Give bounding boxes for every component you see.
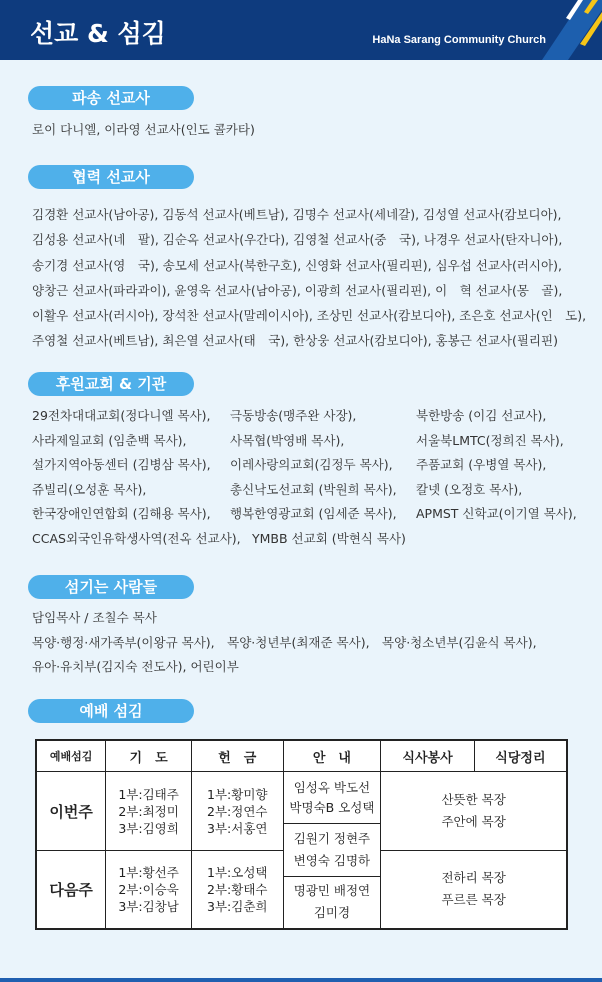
supporting-item: 설가지역아동센터 (김병삼 목사), xyxy=(32,457,211,473)
table-row xyxy=(36,772,567,824)
supporting-item: 북한방송 (이김 선교사), xyxy=(416,408,547,424)
offering-entry: 1부:오성택 xyxy=(207,864,268,880)
offering-entry: 3부:김춘희 xyxy=(207,898,268,914)
page-header xyxy=(0,0,602,60)
section-title-servants: 섬기는 사람들 xyxy=(28,575,194,599)
servants-line: 유아·유치부(김지숙 전도사), 어린이부 xyxy=(32,659,239,674)
col-header-prayer: 기 도 xyxy=(106,740,192,772)
offering-entry: 3부:서홍연 xyxy=(207,820,268,836)
guide-entry: 명광민 배정연 xyxy=(293,883,371,899)
bottom-border xyxy=(0,978,602,982)
servants-line: 담임목사 / 조칠수 목사 xyxy=(32,610,157,625)
supporting-row xyxy=(32,428,596,453)
servants-list xyxy=(32,606,592,680)
servants-line: 목양·행정·새가족부(이왕규 목사), 목양·청년부(최재준 목사), 목양·청소년부(김윤식 목사), xyxy=(32,634,537,650)
partner-line: 주영철 선교사(베트남), 최은열 선교사(태 국), 한상웅 선교사(캄보디아), 홍봉근 선교사(필리핀) xyxy=(32,333,558,349)
next-week-guide xyxy=(283,824,381,877)
supporting-item: 총신낙도선교회 (박원희 목사), xyxy=(230,481,397,497)
section-title-supporting: 후원교회 & 기관 xyxy=(28,372,194,396)
worship-schedule-table xyxy=(35,739,568,930)
offering-entry: 2부:황태수 xyxy=(207,881,268,897)
guide-entry: 김원기 정현주 xyxy=(293,831,371,846)
next-week-guide-2 xyxy=(283,877,381,929)
next-week-prayer xyxy=(106,851,192,929)
supporting-row xyxy=(32,452,596,477)
supporting-item: 주품교회 (우병열 목사), xyxy=(416,457,547,473)
col-header-guide: 안 내 xyxy=(283,740,381,772)
meal-entry: 주안에 목장 xyxy=(441,814,506,829)
prayer-entry: 2부:이승욱 xyxy=(118,881,179,897)
supporting-item: 극동방송(맹주완 사장), xyxy=(230,408,357,424)
partner-line: 송기경 선교사(영 국), 송모세 선교사(북한구호), 신영화 선교사(필리핀), 심우섭 선교사(러시아), xyxy=(32,257,562,273)
this-week-prayer xyxy=(106,772,192,851)
prayer-entry: 1부:황선주 xyxy=(118,864,179,880)
next-week-offering xyxy=(191,851,283,929)
this-week-guide xyxy=(283,772,381,824)
prayer-entry: 2부:최정미 xyxy=(118,803,179,819)
this-week-offering xyxy=(191,772,283,851)
this-week-meal xyxy=(381,772,567,851)
dispatched-missionaries: 로이 다니엘, 이라영 선교사(인도 콜카타) xyxy=(32,122,255,137)
supporting-item: 한국장애인연합회 (김해용 목사), xyxy=(32,506,211,522)
col-header-service: 예배섬김 xyxy=(36,740,106,772)
supporting-row xyxy=(32,477,596,502)
partner-line: 김성용 선교사(네 팔), 김순옥 선교사(우간다), 김영철 선교사(중 국), 나경우 선교사(탄자니아), xyxy=(32,232,563,248)
guide-entry: 변영숙 김명하 xyxy=(293,853,371,868)
supporting-row xyxy=(32,501,596,526)
col-header-meal: 식사봉사 xyxy=(381,740,475,772)
church-name: HaNa Sarang Community Church xyxy=(372,34,546,46)
meal-entry: 전하리 목장 xyxy=(441,870,506,886)
supporting-item: 사목협(박영배 목사), xyxy=(230,432,345,448)
supporting-item: YMBB 선교회 (박현식 목사) xyxy=(252,530,406,546)
guide-entry: 임성옥 박도선 xyxy=(293,779,371,795)
prayer-entry: 3부:김창남 xyxy=(118,898,179,914)
supporting-item: 29전차대대교회(정다니엘 목사), xyxy=(32,408,211,424)
meal-entry: 산뜻한 목장 xyxy=(441,792,506,807)
supporting-row xyxy=(32,526,596,551)
offering-entry: 2부:정연수 xyxy=(207,803,268,819)
supporting-row xyxy=(32,403,596,428)
supporting-item: 쥬빌리(오성훈 목사), xyxy=(32,481,147,497)
supporting-item: CCAS외국인유학생사역(전옥 선교사), xyxy=(32,530,241,546)
prayer-entry: 1부:김태주 xyxy=(118,786,179,802)
next-week-meal xyxy=(381,851,567,929)
next-week-label: 다음주 xyxy=(36,851,106,929)
page-title: 선교 & 섬김 xyxy=(30,19,166,48)
guide-entry: 박명숙B 오성택 xyxy=(289,799,375,815)
supporting-item: 서울북LMTC(정희진 목사), xyxy=(416,432,564,448)
offering-entry: 1부:황미향 xyxy=(207,786,268,802)
supporting-item: 칼넷 (오정호 목사), xyxy=(416,481,523,497)
section-title-worship: 예배 섬김 xyxy=(28,699,194,723)
partner-missionaries xyxy=(32,202,592,354)
guide-entry: 김미경 xyxy=(313,905,351,921)
meal-entry: 푸르른 목장 xyxy=(441,892,506,908)
supporting-item: 이레사랑의교회(김정두 목사), xyxy=(230,457,393,473)
partner-line: 김경환 선교사(남아공), 김동석 선교사(베트남), 김명수 선교사(세네갈), 김성열 선교사(캄보디아), xyxy=(32,207,562,222)
supporting-churches xyxy=(32,403,596,550)
supporting-item: 행복한영광교회 (임세준 목사), xyxy=(230,506,397,522)
col-header-cleanup: 식당정리 xyxy=(474,740,567,772)
stripe-decoration-icon xyxy=(522,0,602,60)
section-title-partner: 협력 선교사 xyxy=(28,165,194,189)
table-header-row xyxy=(36,740,567,772)
prayer-entry: 3부:김영희 xyxy=(118,820,179,836)
col-header-offering: 헌 금 xyxy=(191,740,283,772)
section-title-dispatched: 파송 선교사 xyxy=(28,86,194,110)
partner-line: 양창근 선교사(파라과이), 윤영욱 선교사(남아공), 이광희 선교사(필리핀), 이 혁 선교사(몽 골), xyxy=(32,282,563,298)
supporting-item: 사라제일교회 (임춘백 목사), xyxy=(32,432,187,448)
supporting-item: APMST 신학교(이기열 목사), xyxy=(416,506,577,522)
this-week-label: 이번주 xyxy=(36,772,106,851)
partner-line: 이활우 선교사(러시아), 장석찬 선교사(말레이시아), 조상민 선교사(캄보디아), 조은호 선교사(인 도), xyxy=(32,308,587,324)
